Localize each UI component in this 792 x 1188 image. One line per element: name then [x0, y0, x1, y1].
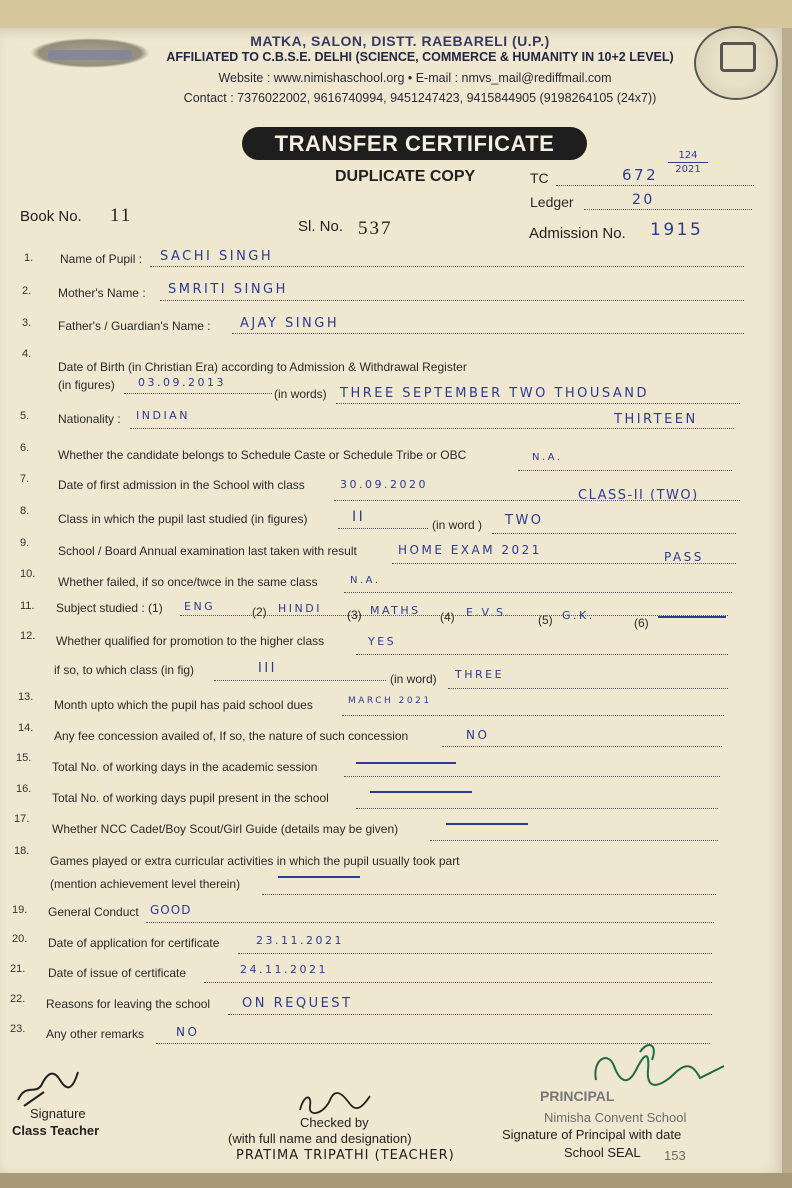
book-value: 11 — [110, 205, 133, 226]
field-3-value: AJAY SINGH — [240, 316, 340, 331]
subject-6-label: (6) — [634, 616, 649, 630]
field-9-number: 9. — [20, 537, 30, 549]
field-15-number: 15. — [16, 752, 32, 764]
school-address: MATKA, SALON, DISTT. RAEBARELI (U.P.) — [250, 33, 550, 49]
field-8-figures-line — [338, 528, 428, 529]
field-17-number: 17. — [14, 813, 30, 825]
field-12-label: Whether qualified for promotion to the higher class — [56, 634, 325, 648]
field-4-number: 4. — [22, 348, 32, 360]
field-8-number: 8. — [20, 505, 30, 517]
principal-signature-label: Signature of Principal with date — [502, 1127, 682, 1142]
right-edge-background — [782, 28, 792, 1188]
field-2-value: SMRITI SINGH — [168, 282, 288, 297]
field-10-number: 10. — [20, 568, 36, 580]
field-19-number: 19. — [12, 904, 28, 916]
field-23-number: 23. — [10, 1023, 26, 1035]
field-3-line — [232, 333, 744, 334]
field-16-label: Total No. of working days pupil present in the school — [52, 791, 329, 805]
field-1-value: SACHI SINGH — [160, 249, 274, 264]
field-4-words-line — [336, 403, 740, 404]
field-2-label: Mother's Name : — [58, 286, 146, 300]
field-3-label: Father's / Guardian's Name : — [58, 319, 211, 333]
field-8-value: II — [352, 509, 366, 525]
field-3-number: 3. — [22, 317, 32, 329]
field-6-number: 6. — [20, 442, 30, 454]
subject-1: ENG — [184, 600, 216, 613]
field-15-dash — [356, 762, 456, 764]
tc-label: TC — [530, 170, 549, 186]
field-8-words-label: (in word ) — [432, 518, 483, 532]
field-13-line — [342, 715, 724, 716]
field-16-dash — [370, 791, 472, 793]
subject-2-label: (2) — [252, 605, 267, 619]
tc-fraction-top: 124 — [678, 150, 698, 161]
field-8-words-value: TWO — [505, 513, 544, 528]
field-22-number: 22. — [10, 993, 26, 1005]
field-23-value: NO — [176, 1025, 200, 1039]
field-13-label: Month upto which the pupil has paid school dues — [54, 698, 313, 712]
field-1-label: Name of Pupil : — [60, 252, 143, 266]
serial-value: 537 — [358, 218, 393, 239]
admission-value: 1915 — [650, 220, 704, 240]
field-17-dash — [446, 823, 528, 825]
checked-by-note: (with full name and designation) — [228, 1131, 412, 1146]
field-18-line — [262, 894, 716, 895]
subject-4: E.V.S. — [466, 606, 512, 619]
class-teacher-label: Class Teacher — [12, 1123, 100, 1138]
subject-5: G.K. — [562, 609, 595, 622]
field-11-label: Subject studied : (1) — [56, 601, 163, 615]
field-5-value: INDIAN — [136, 409, 190, 422]
field-14-value: NO — [466, 728, 490, 742]
field-5-label: Nationality : — [58, 412, 121, 426]
website-email: Website : www.nimishaschool.org • E-mail : nmvs_mail@rediffmail.com — [218, 71, 612, 85]
field-20-value: 23.11.2021 — [256, 934, 344, 947]
field-12-sub-line — [214, 680, 386, 681]
field-18-dash — [278, 876, 360, 878]
field-12-number: 12. — [20, 630, 36, 642]
field-9-value: HOME EXAM 2021 — [398, 543, 542, 557]
affiliation: AFFILIATED TO C.B.S.E. DELHI (SCIENCE, COMMERCE & HUMANITY IN 10+2 LEVEL) — [166, 50, 674, 64]
field-10-value: N.A. — [350, 575, 381, 586]
field-21-line — [204, 982, 712, 983]
subject-3-label: (3) — [347, 608, 362, 622]
field-22-value: ON REQUEST — [242, 996, 353, 1011]
field-8-label: Class in which the pupil last studied (in figures) — [58, 512, 308, 526]
checker-signature-icon — [294, 1088, 374, 1118]
field-19-value: GOOD — [150, 903, 192, 917]
field-1-line — [150, 266, 744, 267]
field-20-line — [238, 953, 712, 954]
field-6-value: N.A. — [532, 452, 563, 463]
field-5-line — [130, 428, 734, 429]
ledger-line — [584, 209, 752, 210]
field-15-label: Total No. of working days in the academic session — [52, 760, 318, 774]
field-7-value: 30.09.2020 — [340, 478, 428, 491]
serial-label: Sl. No. — [298, 218, 344, 235]
field-17-line — [430, 840, 718, 841]
field-9-label: School / Board Annual examination last taken with result — [58, 544, 357, 558]
school-seal-number: 153 — [664, 1148, 686, 1163]
field-4-label: Date of Birth (in Christian Era) according to Admission & Withdrawal Register — [58, 360, 467, 374]
ledger-value: 20 — [632, 192, 655, 208]
field-11-line — [180, 615, 728, 616]
field-17-label: Whether NCC Cadet/Boy Scout/Girl Guide (details may be given) — [52, 822, 399, 836]
field-12-words-value: THREE — [455, 668, 505, 681]
checked-by-label: Checked by — [300, 1115, 369, 1130]
field-21-number: 21. — [10, 963, 26, 975]
page-title: TRANSFER CERTIFICATE — [242, 127, 587, 160]
field-18-label: Games played or extra curricular activities in which the pupil usually took part — [50, 854, 460, 868]
field-21-value: 24.11.2021 — [240, 963, 328, 976]
field-9-value-2: PASS — [664, 550, 704, 564]
field-10-line — [344, 592, 732, 593]
field-2-number: 2. — [22, 285, 32, 297]
field-13-number: 13. — [18, 691, 34, 703]
board-seal-icon — [694, 26, 778, 100]
field-19-label: General Conduct — [48, 905, 139, 919]
field-2-line — [160, 300, 744, 301]
field-23-label: Any other remarks — [46, 1027, 145, 1041]
field-11-number: 11. — [20, 600, 35, 612]
principal-stamp: PRINCIPAL — [540, 1088, 615, 1104]
subject-6-dash — [658, 616, 726, 618]
field-18-label-2: (mention achievement level therein) — [50, 877, 241, 891]
field-4-figures-value: 03.09.2013 — [138, 376, 226, 389]
tc-value: 672 — [622, 166, 659, 184]
field-4-words-label: (in words) — [274, 387, 327, 401]
field-14-number: 14. — [18, 722, 34, 734]
field-4-figures-line — [124, 393, 272, 394]
field-14-label: Any fee concession availed of, If so, the nature of such concession — [54, 729, 409, 743]
field-22-label: Reasons for leaving the school — [46, 997, 211, 1011]
field-15-line — [344, 776, 720, 777]
field-20-number: 20. — [12, 933, 28, 945]
field-13-value: MARCH 2021 — [348, 696, 432, 706]
field-12-sub-value: III — [258, 661, 278, 676]
field-8-words-line — [492, 533, 736, 534]
field-21-label: Date of issue of certificate — [48, 966, 187, 980]
contact-numbers: Contact : 7376022002, 9616740994, 9451247423, 9415844905 (9198264105 (24x7)) — [183, 91, 657, 105]
principal-school-stamp: Nimisha Convent School — [544, 1110, 687, 1125]
subject-4-label: (4) — [440, 610, 455, 624]
field-7-label: Date of first admission in the School with class — [58, 478, 305, 492]
field-1-number: 1. — [24, 252, 34, 264]
field-16-line — [356, 808, 718, 809]
ledger-label: Ledger — [530, 194, 574, 210]
school-seal-label: School SEAL — [564, 1145, 641, 1160]
field-12-words-line — [448, 688, 728, 689]
tc-line — [556, 185, 754, 186]
field-12-words-label: (in word) — [390, 672, 437, 686]
field-4-figures-label: (in figures) — [58, 378, 115, 392]
field-16-number: 16. — [16, 783, 32, 795]
field-22-line — [228, 1014, 712, 1015]
field-4-words-value-2: THIRTEEN — [614, 412, 698, 427]
field-7-value-2: CLASS-II (TWO) — [578, 488, 699, 503]
subject-3: MATHS — [370, 604, 421, 617]
bottom-edge-background — [0, 1173, 792, 1188]
top-background — [0, 0, 792, 28]
subject-2: HINDI — [278, 602, 322, 615]
tc-fraction-bottom: 2021 — [675, 164, 701, 175]
field-5-number: 5. — [20, 410, 30, 422]
field-20-label: Date of application for certificate — [48, 936, 220, 950]
school-logo-icon — [30, 38, 150, 68]
field-10-label: Whether failed, if so once/twce in the same class — [58, 575, 318, 589]
field-12-sub-label: if so, to which class (in fig) — [54, 663, 195, 677]
field-4-words-value: THREE SEPTEMBER TWO THOUSAND — [340, 386, 650, 401]
field-14-line — [442, 746, 722, 747]
class-teacher-signature-label: Signature — [30, 1106, 86, 1121]
field-19-line — [146, 922, 714, 923]
class-teacher-signature-icon — [14, 1062, 84, 1110]
field-18-number: 18. — [14, 845, 30, 857]
field-6-line — [518, 470, 732, 471]
field-12-value: YES — [368, 635, 397, 648]
field-6-label: Whether the candidate belongs to Schedule Caste or Schedule Tribe or OBC — [58, 448, 467, 462]
admission-label: Admission No. — [529, 225, 626, 242]
subject-5-label: (5) — [538, 613, 553, 627]
checker-name: PRATIMA TRIPATHI (TEACHER) — [236, 1148, 455, 1163]
tc-fraction — [668, 150, 708, 175]
field-7-number: 7. — [20, 473, 30, 485]
duplicate-copy-label: DUPLICATE COPY — [335, 168, 476, 185]
field-12-line — [356, 654, 728, 655]
book-label: Book No. — [20, 208, 82, 225]
